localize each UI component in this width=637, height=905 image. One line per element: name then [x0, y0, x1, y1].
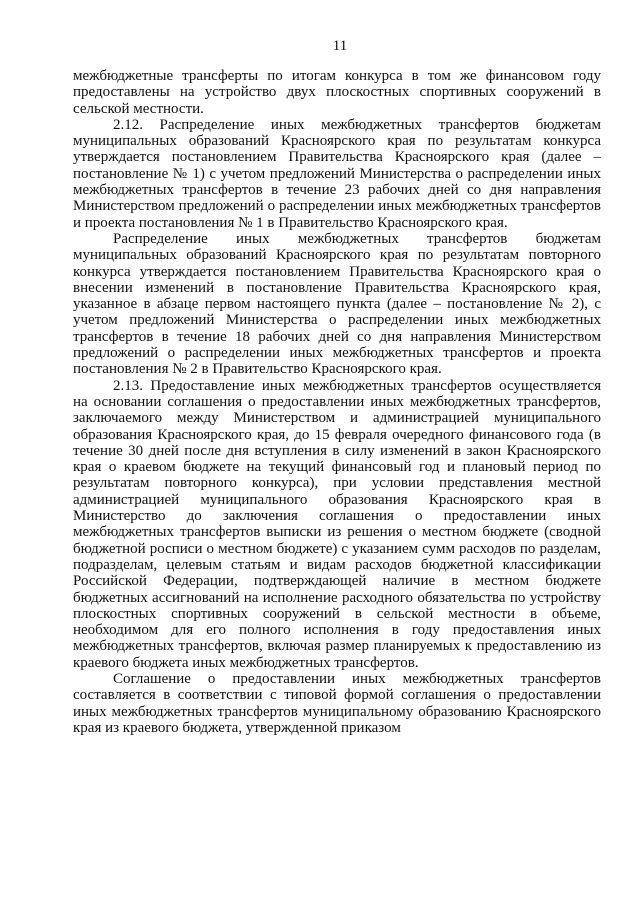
paragraph-2-12-second: Распределение иных межбюджетных трансфертов бюджетам муниципальных образований Красноярского края по результатам повторного конкурса утверждается постановлением Правительства Красноярского края о внесении изменений в постановление Правительства Красноярского края, указанное в абзаце первом настоящего пункта (далее – постановление № 2), с учетом предложений Министерства о распределении иных межбюджетных трансфертов в течение 18 рабочих дней со дня направления Министерством предложений о распределении иных межбюджетных трансфертов и проекта постановления № 2 в Правительство Красноярского края. [73, 230, 601, 378]
document-body [73, 68, 601, 736]
paragraph-continuation: межбюджетные трансферты по итогам конкурса в том же финансовом году предоставлены на устройство двух плоскостных спортивных сооружений в сельской местности. [73, 68, 601, 117]
page-number: 11 [332, 38, 348, 54]
paragraph-2-12: 2.12. Распределение иных межбюджетных трансфертов бюджетам муниципальных образований Красноярского края по результатам конкурса утверждается постановлением Правительства Красноярского края (далее – постановление № 1) с учетом предложений Министерства о распределении иных межбюджетных трансфертов в течение 23 рабочих дней со дня направления Министерством предложений о распределении иных межбюджетных трансфертов и проекта постановления № 1 в Правительство Красноярского края. [73, 116, 601, 231]
paragraph-2-13: 2.13. Предоставление иных межбюджетных трансфертов осуществляется на основании соглашения о предоставлении иных межбюджетных трансфертов, заключаемого между Министерством и администрацией муниципального образования Красноярского края, до 15 февраля очередного финансового года (в течение 30 дней после дня вступления в силу изменений в закон Красноярского края о краевом бюджете на текущий финансовый год и плановый период по результатам повторного конкурса), при условии представления местной администрацией муниципального образования Красноярского края в Министерство до заключения соглашения о предоставлении иных межбюджетных трансфертов выписки из решения о местном бюджете (сводной бюджетной росписи о местном бюджете) с указанием сумм расходов по разделам, подразделам, целевым статьям и видам расходов бюджетной классификации Российской Федерации, подтверждающей наличие в местном бюджете бюджетных ассигнований на исполнение расходного обязательства по устройству плоскостных спортивных сооружений в сельской местности в объеме, необходимом для его полного исполнения в году предоставления иных межбюджетных трансфертов, включая размер планируемых к предоставлению из краевого бюджета иных межбюджетных трансфертов. [73, 377, 601, 671]
paragraph-agreement: Соглашение о предоставлении иных межбюджетных трансфертов составляется в соответствии с типовой формой соглашения о предоставлении иных межбюджетных трансфертов муниципальному образованию Красноярского края из краевого бюджета, утвержденной приказом [73, 670, 601, 736]
